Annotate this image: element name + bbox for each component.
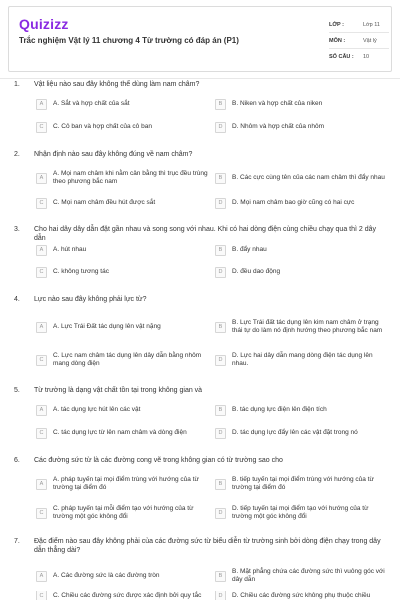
option-d[interactable] <box>215 347 388 373</box>
option-b[interactable] <box>215 563 388 589</box>
option-text: A. Các đường sức là các đường tròn <box>53 572 160 579</box>
option-letter: C <box>36 122 47 133</box>
page-title: Trắc nghiệm Vật lý 11 chương 4 Từ trường có đáp án (P1) <box>19 36 239 45</box>
option-b[interactable] <box>215 310 388 344</box>
option-a[interactable] <box>36 95 209 113</box>
question-number: 2. <box>14 151 20 158</box>
option-text: A. tác dụng lực hút lên các vật <box>53 406 141 413</box>
quiz-meta <box>329 17 389 65</box>
question-header <box>14 386 386 395</box>
option-c[interactable] <box>36 591 209 600</box>
quizizz-logo: Quizizz <box>19 16 69 32</box>
question-number: 1. <box>14 81 20 88</box>
option-d[interactable] <box>215 424 388 442</box>
option-text: C. tác dụng lực từ lên nam châm và dòng điện <box>53 429 187 436</box>
question-text: Từ trường là dạng vật chất tồn tại trong không gian và <box>34 387 203 394</box>
option-text: B. đẩy nhau <box>232 246 267 253</box>
option-letter: B <box>215 245 226 256</box>
option-text: D. Lực hai dây dẫn mang dòng điện tác dụng lên nhau. <box>232 352 373 367</box>
option-letter: D <box>215 428 226 439</box>
option-text: C. Lực nam châm tác dụng lên dây dẫn bằng nhôm mang dòng điện <box>53 352 202 367</box>
option-c[interactable] <box>36 194 209 212</box>
option-c[interactable] <box>36 424 209 442</box>
option-letter: C <box>36 267 47 278</box>
option-text: A. hút nhau <box>53 246 87 253</box>
option-letter: D <box>215 122 226 133</box>
meta-class-label: LỚP : <box>329 21 344 28</box>
option-text: A. pháp tuyến tại mọi điểm trùng với hướng của từ trường tại điểm đó <box>53 476 199 491</box>
meta-count-label: SỐ CÂU : <box>329 54 354 60</box>
option-letter: A <box>36 322 47 333</box>
option-letter: C <box>36 198 47 209</box>
option-letter: C <box>36 508 47 519</box>
option-text: C. pháp tuyến tại mỗi điểm tạo với hướng của từ trường một góc không đổi <box>53 505 194 520</box>
meta-class-value: Lớp 11 <box>363 21 380 28</box>
option-letter: C <box>36 591 47 600</box>
option-letter: A <box>36 405 47 416</box>
option-text: B. Mặt phẳng chứa các đường sức thì vuông góc với dây dẫn <box>232 568 385 583</box>
option-text: B. Các cực cùng tên của các nam châm thì đẩy nhau <box>232 174 385 181</box>
question-text: Cho hai dây dây dẫn đặt gần nhau và song song với nhau. Khi có hai dòng điện cùng chiều chạy qua thì 2 dây dẫn <box>34 226 377 242</box>
meta-count <box>329 49 389 65</box>
option-text: D. Chiều các đường sức không phụ thuộc chiều <box>232 591 371 599</box>
option-text: D. tác dụng lực đẩy lên các vật đặt trong nó <box>232 429 358 436</box>
option-c[interactable] <box>36 500 209 526</box>
option-a[interactable] <box>36 401 209 419</box>
option-letter: A <box>36 479 47 490</box>
option-b[interactable] <box>215 165 388 191</box>
option-letter: C <box>36 428 47 439</box>
question-number: 6. <box>14 457 20 464</box>
option-letter: D <box>215 355 226 366</box>
option-d[interactable] <box>215 263 388 281</box>
option-text: C. Mọi nam châm đều hút được sắt <box>53 199 156 206</box>
question-text: Vật liệu nào sau đây không thể dùng làm nam châm? <box>34 81 200 88</box>
question-text: Các đường sức từ là các đường cong vẽ trong không gian có từ trường sao cho <box>34 457 283 464</box>
meta-subject-value: Vật lý <box>363 37 377 44</box>
option-d[interactable] <box>215 118 388 136</box>
option-letter: D <box>215 198 226 209</box>
meta-count-value: 10 <box>363 54 370 60</box>
option-letter: D <box>215 267 226 278</box>
header-divider <box>0 78 400 79</box>
option-d[interactable] <box>215 500 388 526</box>
meta-class <box>329 17 389 33</box>
option-text: A. Sắt và hợp chất của sắt <box>53 100 130 107</box>
option-letter: D <box>215 591 226 600</box>
option-text: D. Nhôm và hợp chất của nhôm <box>232 123 325 130</box>
question-header <box>14 456 386 465</box>
question-header <box>14 295 386 304</box>
option-text: A. Lực Trái Đất tác dụng lên vật nặng <box>53 323 161 330</box>
question-header <box>14 150 386 159</box>
option-text: C. không tương tác <box>53 268 109 275</box>
option-letter: B <box>215 99 226 110</box>
option-b[interactable] <box>215 241 388 259</box>
option-letter: C <box>36 355 47 366</box>
question-text: Nhận định nào sau đây không đúng về nam châm? <box>34 151 193 158</box>
question-text: Đặc điểm nào sau đây không phải của các đường sức từ biểu diễn từ trường sinh bởi dòng điện chạy trong dây dẫn thẳng dài? <box>34 538 381 554</box>
question-number: 5. <box>14 387 20 394</box>
option-text: D. Mọi nam châm bao giờ cũng có hai cực <box>232 199 355 206</box>
option-letter: B <box>215 173 226 184</box>
option-text: B. Lực Trái đất tác dụng lên kim nam châm ở trạng thái tự do làm nó định hướng theo phương bắc nam <box>232 319 383 334</box>
meta-subject-label: MÔN : <box>329 37 346 44</box>
option-c[interactable] <box>36 263 209 281</box>
question-number: 4. <box>14 296 20 303</box>
meta-subject <box>329 33 389 49</box>
question-number: 7. <box>14 538 20 545</box>
option-a[interactable] <box>36 241 209 259</box>
option-letter: A <box>36 571 47 582</box>
option-letter: A <box>36 173 47 184</box>
question-header <box>14 80 386 89</box>
option-text: D. tiếp tuyến tại mọi điểm tạo với hướng của từ trường một góc không đổi <box>232 505 369 520</box>
option-letter: B <box>215 479 226 490</box>
option-b[interactable] <box>215 95 388 113</box>
option-a[interactable] <box>36 471 209 497</box>
option-text: B. tiếp tuyến tại mọi điểm trùng với hướng của từ trường tại điểm đó <box>232 476 374 491</box>
option-text: C. Cô ban và hợp chất của cô ban <box>53 123 152 130</box>
option-b[interactable] <box>215 401 388 419</box>
option-text: B. Niken và hợp chất của niken <box>232 100 323 107</box>
option-a[interactable] <box>36 310 209 344</box>
option-letter: B <box>215 322 226 333</box>
option-letter: A <box>36 99 47 110</box>
option-text: C. Chiều các đường sức được xác định bởi quy tắc <box>53 591 202 599</box>
option-c[interactable] <box>36 118 209 136</box>
option-c[interactable] <box>36 347 209 373</box>
option-b[interactable] <box>215 471 388 497</box>
question-header <box>14 537 386 555</box>
option-text: A. Mọi nam châm khi nằm cân bằng thì trục đều trùng theo phương bắc nam <box>53 170 208 185</box>
option-text: D. đều dao động <box>232 268 281 275</box>
option-d[interactable] <box>215 591 388 600</box>
question-text: Lực nào sau đây không phải lực từ? <box>34 296 147 303</box>
option-d[interactable] <box>215 194 388 212</box>
option-letter: B <box>215 571 226 582</box>
option-letter: A <box>36 245 47 256</box>
option-letter: B <box>215 405 226 416</box>
option-a[interactable] <box>36 563 209 589</box>
quiz-header <box>8 6 392 72</box>
option-text: B. tác dụng lực điện lên điện tích <box>232 406 327 413</box>
option-letter: D <box>215 508 226 519</box>
question-number: 3. <box>14 226 20 233</box>
option-a[interactable] <box>36 165 209 191</box>
